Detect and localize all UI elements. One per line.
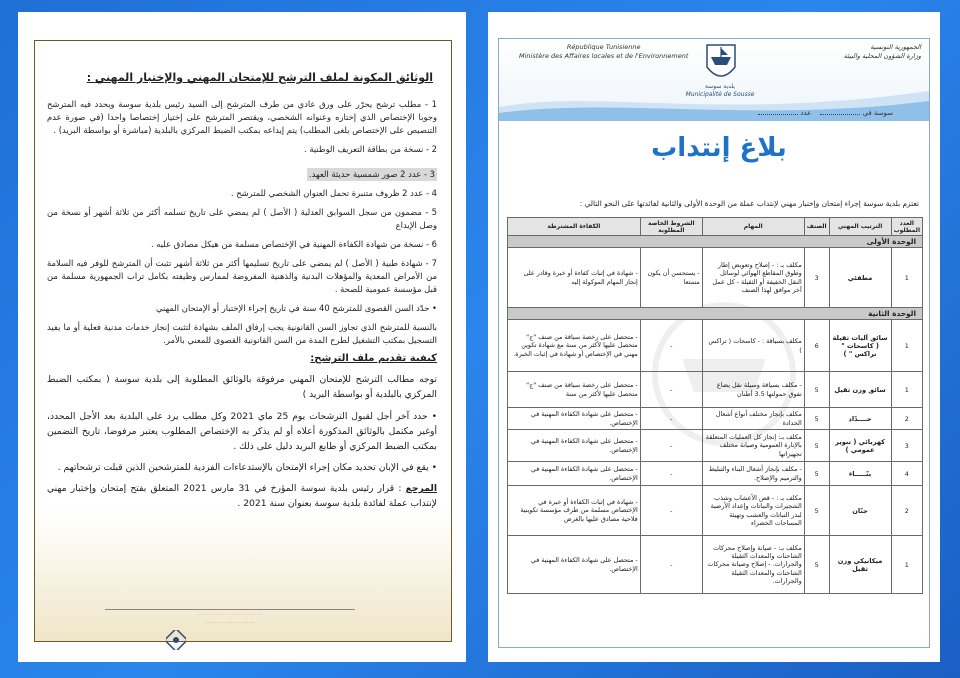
left-document-page bbox=[18, 12, 466, 662]
col-grade: الصنف bbox=[804, 218, 829, 236]
municipality-name bbox=[685, 83, 755, 99]
table-row bbox=[508, 486, 923, 536]
row-grade: 5 bbox=[804, 408, 829, 430]
submission-title: كيفية تقديم ملف الترشح: bbox=[310, 353, 437, 365]
row-special: - bbox=[640, 320, 702, 372]
header-ministry-arabic bbox=[844, 43, 921, 62]
row-competence: - شهادة في إثبات الكفاءة أو خبرة في الإختصاص مسلمة من طرف مؤسسة تكوينية فلاحية مصادق عليها بالغرض bbox=[508, 486, 641, 536]
unit-row-first bbox=[508, 236, 923, 248]
doc-item-3: 3 - عدد 2 صور شمسية حديثة العهد. bbox=[307, 168, 437, 181]
col-competence: الكفاءة المشترطة bbox=[508, 218, 641, 236]
table-row bbox=[508, 408, 923, 430]
row-tasks: مكلف بـ: - صيانة وإصلاح محركات الشاحنات والمعدات الثقيلة والجرارات. - إصلاح وصيانة محركات الشاحنات والمعدات الثقيلة والجرارات. bbox=[702, 536, 804, 594]
right-document-page bbox=[488, 12, 940, 662]
header-republic-fr: République Tunisienne bbox=[566, 43, 641, 51]
row-count: 3 bbox=[891, 430, 922, 462]
age-limit-note: • حدّد السن القصوى للمترشح 40 سنة في تاريخ إجراء الإختبار أو الإمتحان المهني bbox=[156, 303, 437, 314]
sousse-emblem-icon bbox=[701, 41, 741, 87]
row-tasks: مكلف بإنجاز مختلف أنواع أشغال الحدادة bbox=[702, 408, 804, 430]
doc-item-5: 5 - مضمون من سجل السوابق العدلية ( الأصل ) لم يمضي على تاريخ تسلمه أكثر من ثلاثة أشهر أو نسخة من وصل الإيداع bbox=[47, 207, 437, 231]
row-grade: 5 bbox=[804, 462, 829, 486]
row-tasks: مكلف بـ : - إصلاح وتعويض إطار وطوق المقاطع الهوائي لوسائل النقل الخفيفة أو الثقيلة - كل عمل آخر موافق لهذا الصنف bbox=[702, 248, 804, 308]
row-grade: 5 bbox=[804, 536, 829, 594]
recruitment-notice bbox=[498, 38, 930, 648]
row-special: - bbox=[640, 536, 702, 594]
unit-label-first: الوحدة الأولى bbox=[508, 236, 923, 248]
row-count: 1 bbox=[891, 248, 922, 308]
row-competence: - متحصل على شهادة الكفاءة المهنية في الإختصاص. bbox=[508, 408, 641, 430]
ref-blank bbox=[758, 114, 798, 115]
row-count: 1 bbox=[891, 372, 922, 408]
row-grade: 3 bbox=[804, 248, 829, 308]
header-ministry-ar: وزارة الشؤون المحلية والبيئة bbox=[843, 52, 921, 61]
row-grade: 6 bbox=[804, 320, 829, 372]
row-tasks: مكلف بسياقة : - كاسحات ( تراكس ) bbox=[702, 320, 804, 372]
row-count: 2 bbox=[891, 408, 922, 430]
doc-item-6: 6 - نسخة من شهادة الكفاءة المهنية في الإختصاص مسلمة من هيكل مصادق عليه . bbox=[150, 239, 437, 250]
header-republic-ar: الجمهورية التونسية bbox=[870, 43, 921, 51]
table-row bbox=[508, 320, 923, 372]
row-competence: - متحصل على شهادة الكفاءة المهنية في الإختصاص. bbox=[508, 462, 641, 486]
ref-prefix: عدد bbox=[800, 109, 812, 117]
row-competence: - متحصل على شهادة الكفاءة المهنية في الإختصاص. bbox=[508, 536, 641, 594]
col-count: العدد المطلوب bbox=[891, 218, 922, 236]
submission-item-2: • حدد آخر أجل لقبول الترشحات يوم 25 ماي 2021 وكل مطلب يرد على البلدية بعد الأجل المحدد، أوغير مكتمل بالوثائق المذكورة أعلاه أو لم يذكر به الإختصاص المطلوب يعتبر مرفوضا، تاريخ التضمين بمكتب الضبط المركزي أو طابع البريد دليل على ذلك . bbox=[47, 410, 437, 452]
row-special: - يستحسن أن يكون متمتعا bbox=[640, 248, 702, 308]
notice-title: بلاغ إنتداب bbox=[651, 133, 787, 163]
row-special: - bbox=[640, 408, 702, 430]
table-row bbox=[508, 462, 923, 486]
municipality-logo-icon bbox=[166, 630, 186, 650]
col-special: الشروط الخاصة المطلوبة bbox=[640, 218, 702, 236]
row-post: كهربائي ( تنوير عمومي ) bbox=[829, 430, 891, 462]
row-special: - bbox=[640, 486, 702, 536]
date-prefix: سوسة في bbox=[862, 109, 893, 117]
row-grade: 5 bbox=[804, 486, 829, 536]
row-post: جنّان bbox=[829, 486, 891, 536]
row-special: - bbox=[640, 462, 702, 486]
doc-item-7: 7 - شهادة طبية ( الأصل ) لم يمضي على تاريخ تسليمها أكثر من ثلاثة أشهر تثبت أن المترشح للوفر فيه السلامة من الأمراض المعدية والمؤهلات البدنية والذهنية المفروضة لممارس وظيفته بكامل تراب الجمهورية مسلمة من قبل مؤسسة عمومية للصحة . bbox=[47, 258, 437, 295]
row-grade: 5 bbox=[804, 430, 829, 462]
row-competence: - شهادة في إثبات كفاءة أو خبرة وقادر على إنجاز المهام الموكولة إليه bbox=[508, 248, 641, 308]
row-tasks: - مكلف بسياقة وسيلة نقل يضاع تفوق حمولتها 3.5 أطنان bbox=[702, 372, 804, 408]
row-post: ميكانيكي وزن ثقيل bbox=[829, 536, 891, 594]
row-competence: - متحصل على رخصة سياقة من صنف "ج" متحصل عليها لأكثر من سنة مع شهادة تكوين مهني في الإختصاص أو شهادة في إثبات الخبرة. bbox=[508, 320, 641, 372]
date-blank bbox=[820, 114, 860, 115]
doc-item-1: 1 - مطلب ترشح يحرّر على ورق عادي من طرف المترشح إلى السيد رئيس بلدية سوسة ويحدد فيه المترشح وجوبا الإختصاص الذي إختاره وعنوانه الشخصي، ويقتصر المترشح على إختيار إختصاصا واحدا (في صورة عدم التنصيص على الإختصاص يلغى المطلب) يتم إيداعه بمكتب الضبط المركزي بالبلدية (مباشرة أو بواسطة البريد) . bbox=[47, 99, 437, 136]
row-tasks: مكلف بـ: إنجاز كل العمليات المتعلقة بالإنارة العمومية وصيانة مختلف تجهيزاتها bbox=[702, 430, 804, 462]
row-post: حــــدّاد bbox=[829, 408, 891, 430]
row-special: - bbox=[640, 372, 702, 408]
row-post: سائق وزن ثقيل bbox=[829, 372, 891, 408]
age-exception-note: بالنسبة للمترشح الذي تجاوز السن القانونية يجب إرفاق الملف بشهادة لتثبت إنجاز خدمات مدنية فعلية أو ما يفيد التسجيل بمكتب التشغيل لطرح المدة من السن القانونية القصوى للمعني بالأمر. bbox=[47, 322, 437, 346]
letterhead bbox=[499, 39, 929, 119]
unit-row-second bbox=[508, 308, 923, 320]
col-post: الترتيب المهني bbox=[829, 218, 891, 236]
reference-text: : قرار رئيس بلدية سوسة المؤرخ في 31 مارس 2021 المتعلق بفتح إمتحان وإختبار مهني لإنتداب عملة لفائدة بلدية سوسة بعنوان سنة 2021 . bbox=[47, 483, 437, 510]
reference-label: المرجع bbox=[405, 483, 438, 495]
submission-item-1: توجه مطالب الترشح للإمتحان المهني مرفوقة بالوثائق المطلوبة إلى بلدية سوسة ( بمكتب الضبط المركزي بالبلدية أو بواسطة البريد ) bbox=[47, 374, 437, 401]
row-count: 1 bbox=[891, 320, 922, 372]
header-ministry-french bbox=[519, 43, 688, 62]
doc-item-2: 2 - نسخة من بطاقة التعريف الوطنية . bbox=[304, 144, 437, 155]
footer-address: · · · · · · · · · · · · · · · · · · · · · · · · · · · · · · · · · · · · · bbox=[105, 609, 355, 637]
table-row bbox=[508, 536, 923, 594]
row-post: بنّـــــاء bbox=[829, 462, 891, 486]
positions-table bbox=[507, 217, 923, 594]
row-grade: 5 bbox=[804, 372, 829, 408]
row-count: 2 bbox=[891, 486, 922, 536]
row-tasks: - مكلف بإنجاز أشغال البناء والتبليط والترميم والإصلاح. bbox=[702, 462, 804, 486]
table-row bbox=[508, 430, 923, 462]
documents-list-title: الوثائق المكونة لملف الترشح للإمتحان المهني والإختبار المهني : bbox=[86, 71, 433, 84]
muni-name-ar: بلدية سوسة bbox=[705, 83, 735, 90]
doc-item-4: 4 - عدد 2 ظروف متنبرة تحمل العنوان الشخصي للمترشح . bbox=[230, 188, 437, 199]
row-count: 4 bbox=[891, 462, 922, 486]
muni-name-fr: Municipalité de Sousse bbox=[685, 90, 755, 98]
left-document-frame bbox=[34, 40, 452, 642]
row-competence: - متحصل على رخصة سياقة من صنف "ج" متحصل عليها لأكثر من سنة bbox=[508, 372, 641, 408]
date-line bbox=[758, 109, 893, 117]
col-tasks: المهام bbox=[702, 218, 804, 236]
submission-item-3: • يقع في الإبان تحديد مكان إجراء الإمتحان بالإستدعاءات الفردية للمترشحين الذين قبلت ترشحاتهم . bbox=[57, 462, 437, 474]
reference-note bbox=[47, 481, 437, 511]
notice-intro: تعتزم بلدية سوسة إجراء إمتحان وإختبار مهني لإنتداب عملة من الوحدة الأولى والثانية لفائدتها على النحو التالي : bbox=[579, 199, 919, 208]
unit-label-second: الوحدة الثانية bbox=[508, 308, 923, 320]
row-post: مطفئي bbox=[829, 248, 891, 308]
table-row bbox=[508, 372, 923, 408]
table-row bbox=[508, 248, 923, 308]
row-competence: - متحصل على شهادة الكفاءة المهنية في الإختصاص. bbox=[508, 430, 641, 462]
row-count: 1 bbox=[891, 536, 922, 594]
row-post: سائق آليات ثقيلة ( كاسحات " تراكس " ) bbox=[829, 320, 891, 372]
table-header-row bbox=[508, 218, 923, 236]
row-special: - bbox=[640, 430, 702, 462]
row-tasks: مكلف بـ : - قص الأعشاب وشذب الشجيرات والنباتات وإعداد الأرضية لبذر النباتات والعشب وتهيئة المساحات الخضراء bbox=[702, 486, 804, 536]
header-ministry-fr: Ministère des Affaires locales et de l'Environnement bbox=[519, 52, 689, 61]
